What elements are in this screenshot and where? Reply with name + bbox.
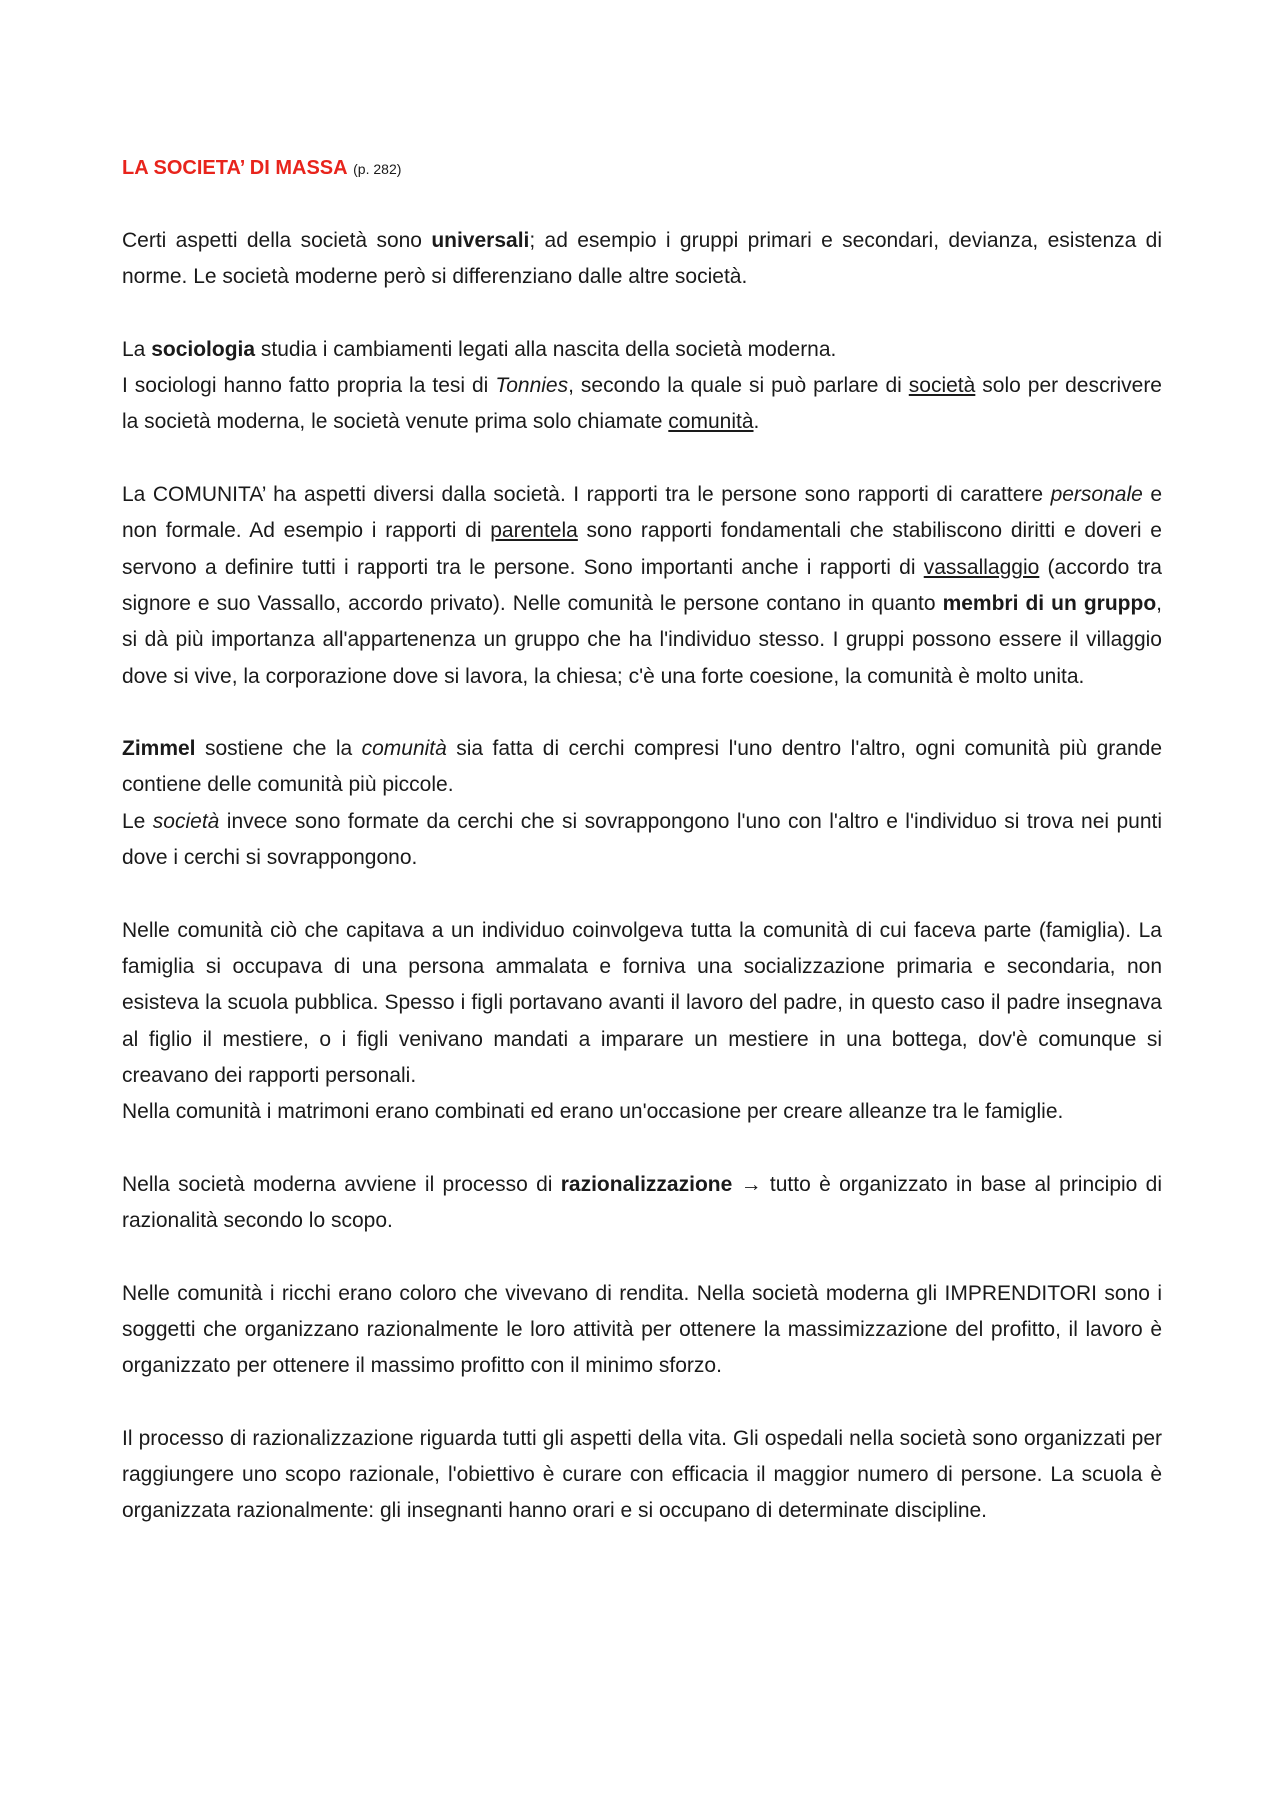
term-universali: universali	[431, 229, 530, 252]
term-vassallaggio: vassallaggio	[923, 555, 1040, 579]
paragraph-sociologia: La sociologia studia i cambiamenti legati alla nascita della società moderna.	[122, 337, 837, 361]
page-title: LA SOCIETA’ DI MASSA	[122, 157, 348, 179]
paragraph-comunita: La COMUNITA’ ha aspetti diversi dalla società. I rapporti tra le persone sono rapporti di carattere personale e non formale. Ad esempio i rapporti di parentela sono rapporti fondamentali che stabiliscono diritti e doveri e servono a definire tutti i rapporti tra le persone. Sono importanti anche i rapporti di vassallaggio (accordo tra signore e suo Vassallo, accordo privato). Nelle comunità le persone contano in quanto membri di un gruppo, si dà più importanza all'appartenenza un gruppo che ha l'individuo stesso. I gruppi possono essere il villaggio dove si vive, la corporazione dove si lavora, la chiesa; c'è una forte coesione, la comunità è molto unita.	[122, 483, 1162, 688]
paragraph-tonnies: I sociologi hanno fatto propria la tesi di Tonnies, secondo la quale si può parlare di società solo per descrivere la società moderna, le società venute prima solo chiamate comunità.	[122, 374, 1162, 434]
term-comunita-italic: comunità	[361, 737, 447, 761]
document-page	[122, 150, 1162, 1530]
term-societa-italic: società	[152, 809, 220, 833]
arrow-icon: →	[732, 1172, 770, 1196]
page-reference: (p. 282)	[353, 161, 402, 177]
term-parentela: parentela	[490, 519, 578, 543]
title-line	[122, 150, 1162, 187]
term-sociologia: sociologia	[151, 337, 256, 361]
paragraph-famiglia: Nelle comunità ciò che capitava a un individuo coinvolgeva tutta la comunità di cui faceva parte (famiglia). La famiglia si occupava di una persona ammalata e forniva una socializzazione primaria e secondaria, non esisteva la scuola pubblica. Spesso i figli portavano avanti il lavoro del padre, in questo caso il padre insegnava al figlio il mestiere, o i figli venivano mandati a imparare un mestiere in una bottega, dov'è comunque si creavano dei rapporti personali.	[122, 918, 1162, 1087]
paragraph-razionalizzazione: Nella società moderna avviene il processo di razionalizzazione → tutto è organizzato in base al principio di razionalità secondo lo scopo.	[122, 1172, 1163, 1233]
term-societa: società	[908, 374, 976, 398]
name-zimmel: Zimmel	[122, 737, 196, 761]
paragraph-zimmel: Zimmel sostiene che la comunità sia fatta di cerchi compresi l'uno dentro l'altro, ogni comunità più grande contiene delle comunità più piccole.	[122, 737, 1162, 797]
term-membri-di-un-gruppo: membri di un gruppo	[942, 591, 1157, 615]
term-personale: personale	[1050, 483, 1143, 507]
term-comunita: comunità	[668, 410, 754, 434]
term-razionalizzazione: razionalizzazione	[560, 1172, 733, 1196]
paragraph-processo: Il processo di razionalizzazione riguarda tutti gli aspetti della vita. Gli ospedali nella società sono organizzati per raggiungere uno scopo razionale, l'obiettivo è curare con efficacia il maggior numero di persone. La scuola è organizzata razionalmente: gli insegnanti hanno orari e si occupano di determinate discipline.	[122, 1426, 1162, 1523]
name-tonnies: Tonnies	[495, 374, 569, 398]
paragraph-societa-cerchi: Le società invece sono formate da cerchi che si sovrappongono l'uno con l'altro e l'individuo si trova nei punti dove i cerchi si sovrappongono.	[122, 809, 1162, 870]
paragraph-universali: Certi aspetti della società sono universali; ad esempio i gruppi primari e secondari, devianza, esistenza di norme. Le società moderne però si differenziano dalle altre società.	[122, 229, 1162, 289]
paragraph-imprenditori: Nelle comunità i ricchi erano coloro che vivevano di rendita. Nella società moderna gli IMPRENDITORI sono i soggetti che organizzano razionalmente le loro attività per ottenere la massimizzazione del profitto, il lavoro è organizzato per ottenere il massimo profitto con il minimo sforzo.	[122, 1281, 1162, 1378]
paragraph-matrimoni: Nella comunità i matrimoni erano combinati ed erano un'occasione per creare alleanze tra le famiglie.	[122, 1100, 1064, 1124]
